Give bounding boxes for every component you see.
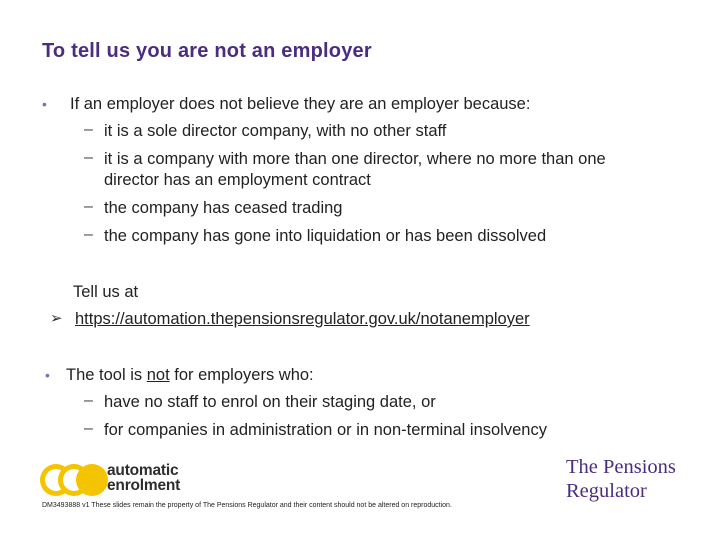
arrow-bullet-icon: ➢ bbox=[50, 310, 63, 327]
ae-line1: automatic bbox=[107, 462, 179, 479]
dash-icon: – bbox=[84, 149, 93, 166]
dash-icon: – bbox=[84, 121, 93, 138]
tool-prefix: The tool is bbox=[66, 366, 147, 384]
tool-statement bbox=[66, 365, 314, 385]
reason-item-continued: director has an employment contract bbox=[104, 171, 371, 189]
automatic-enrolment-logo-text bbox=[107, 463, 180, 493]
footer-disclaimer: DM3493888 v1 These slides remain the property of The Pensions Regulator and their content should not be altered on reproduction. bbox=[42, 502, 452, 509]
tool-emphasis: not bbox=[146, 366, 170, 384]
not-an-employer-link[interactable]: https://automation.thepensionsregulator.gov.uk/notanemployer bbox=[75, 310, 530, 328]
dash-icon: – bbox=[84, 420, 93, 437]
bullet-icon: • bbox=[42, 96, 47, 112]
dash-icon: – bbox=[84, 226, 93, 243]
page-title: To tell us you are not an employer bbox=[42, 40, 372, 62]
pensions-regulator-logo bbox=[566, 455, 676, 503]
exclusion-item: for companies in administration or in non-terminal insolvency bbox=[104, 421, 547, 439]
reason-item: it is a company with more than one director, where no more than one bbox=[104, 150, 606, 168]
dash-icon: – bbox=[84, 392, 93, 409]
reason-item: the company has ceased trading bbox=[104, 199, 343, 217]
bullet-icon: • bbox=[45, 367, 50, 383]
exclusion-item: have no staff to enrol on their staging date, or bbox=[104, 393, 436, 411]
reason-item: it is a sole director company, with no other staff bbox=[104, 122, 447, 140]
intro-text: If an employer does not believe they are an employer because: bbox=[70, 95, 531, 113]
dash-icon: – bbox=[84, 198, 93, 215]
tool-suffix: for employers who: bbox=[169, 366, 314, 384]
tpr-line2: Regulator bbox=[566, 480, 647, 502]
reason-item: the company has gone into liquidation or has been dissolved bbox=[104, 227, 547, 245]
ae-line2: enrolment bbox=[107, 477, 181, 494]
tell-us-text: Tell us at bbox=[73, 283, 139, 301]
tpr-line1: The Pensions bbox=[566, 456, 676, 478]
